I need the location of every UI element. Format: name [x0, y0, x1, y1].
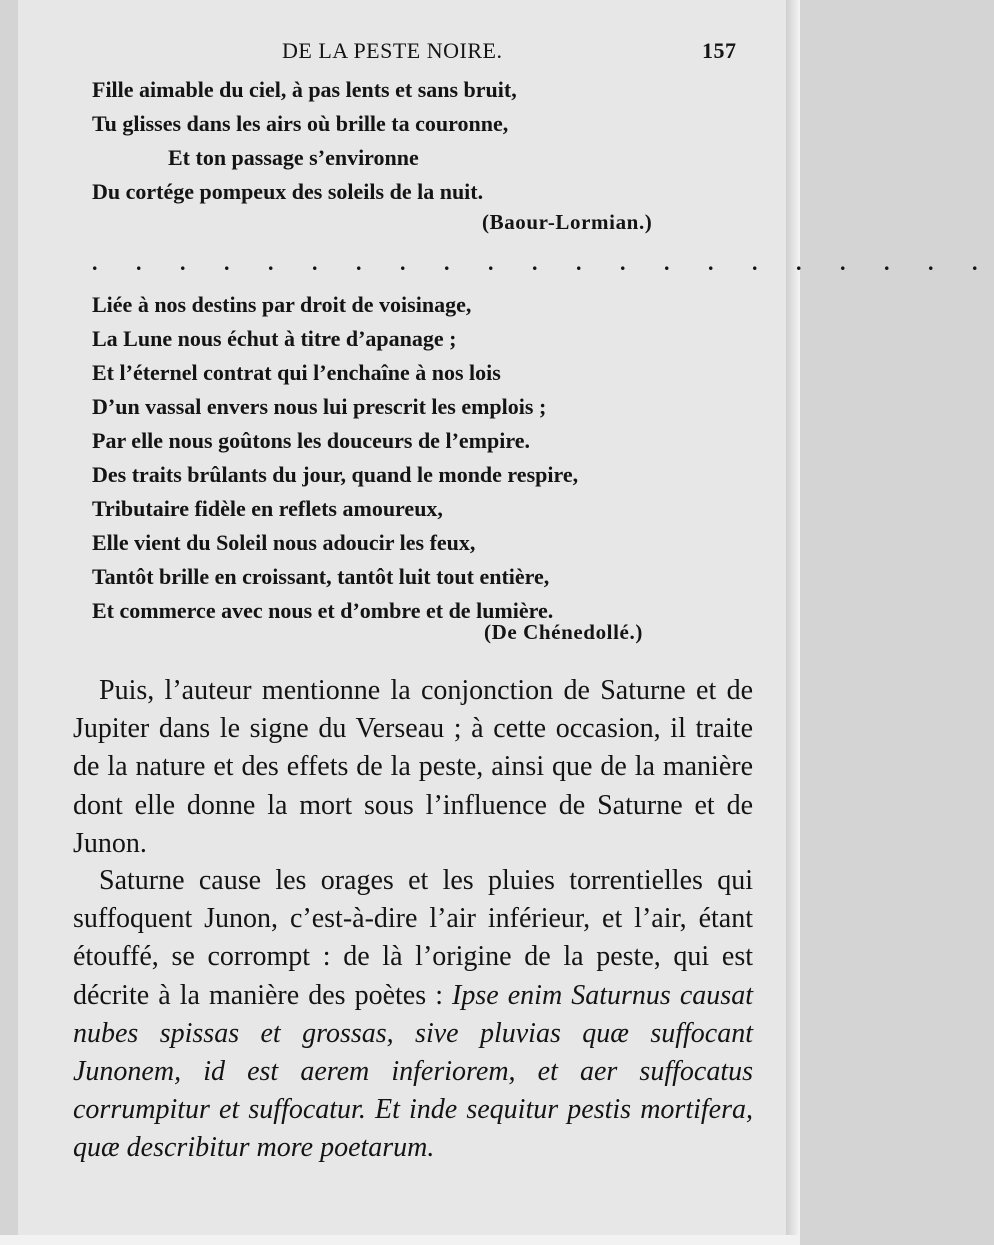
- verse-line: Et ton passage s’environne: [168, 145, 419, 170]
- latin-quotation: Ipse enim Saturnus causat nubes spissas et grossas, sive pluvias quæ suffocant Junonem, id est aerem inferiorem, et aer suffocatus corrumpitur et suffocatur. Et inde sequitur pestis mortifera, quæ describitur more poetarum.: [73, 979, 753, 1164]
- verse-line: D’un vassal envers nous lui prescrit les emplois ;: [92, 394, 547, 419]
- verse-line: La Lune nous échut à titre d’apanage ;: [92, 326, 457, 351]
- paragraph-saturn-junon: [73, 862, 753, 1168]
- paragraph-conjunction: Puis, l’auteur mentionne la conjonction de Saturne et de Jupiter dans le signe du Verseau ; à cette occasion, il traite de la nature et des effets de la peste, ainsi que de la manière dont elle donne la mort sous l’influence de Saturne et de Junon.: [73, 675, 753, 859]
- verse-line: Par elle nous goûtons les douceurs de l’empire.: [92, 428, 530, 453]
- verse-line: Et commerce avec nous et d’ombre et de lumière.: [92, 598, 554, 623]
- verse-line: Elle vient du Soleil nous adoucir les feux,: [92, 530, 476, 555]
- page-number: 157: [702, 38, 737, 63]
- verse-line: Fille aimable du ciel, à pas lents et sans bruit,: [92, 77, 517, 102]
- page-edge: [786, 0, 800, 1245]
- verse-line: Des traits brûlants du jour, quand le monde respire,: [92, 462, 579, 487]
- poem-baour-lormian: [92, 73, 712, 209]
- verse-line: Et l’éternel contrat qui l’enchaîne à nos lois: [92, 360, 501, 385]
- page-bottom-edge: [0, 1235, 800, 1245]
- verse-line: Tributaire fidèle en reflets amoureux,: [92, 496, 443, 521]
- verse-line: Liée à nos destins par droit de voisinage,: [92, 292, 472, 317]
- ellipsis-row: . . . . . . . . . . . . . . . . . . . . .: [92, 250, 994, 275]
- paragraph-french-text: Saturne cause les orages et les pluies torrentielles qui suffoquent Junon, c’est-à-dire l’air inférieur, et l’air, étant étouffé, se corrompt : de là l’origine de la peste, qui est décrite à la manière des poètes :: [73, 865, 753, 1011]
- attribution-baour-lormian: (Baour-Lormian.): [482, 210, 653, 234]
- attribution-chenedolle: (De Chénedollé.): [484, 620, 643, 644]
- verse-line: Tu glisses dans les airs où brille ta couronne,: [92, 111, 509, 136]
- verse-line: Tantôt brille en croissant, tantôt luit tout entière,: [92, 564, 550, 589]
- running-header: [0, 38, 800, 68]
- running-title: DE LA PESTE NOIRE.: [282, 38, 503, 63]
- poem-chenedolle: [92, 288, 712, 628]
- verse-line: Du cortége pompeux des soleils de la nuit.: [92, 179, 484, 204]
